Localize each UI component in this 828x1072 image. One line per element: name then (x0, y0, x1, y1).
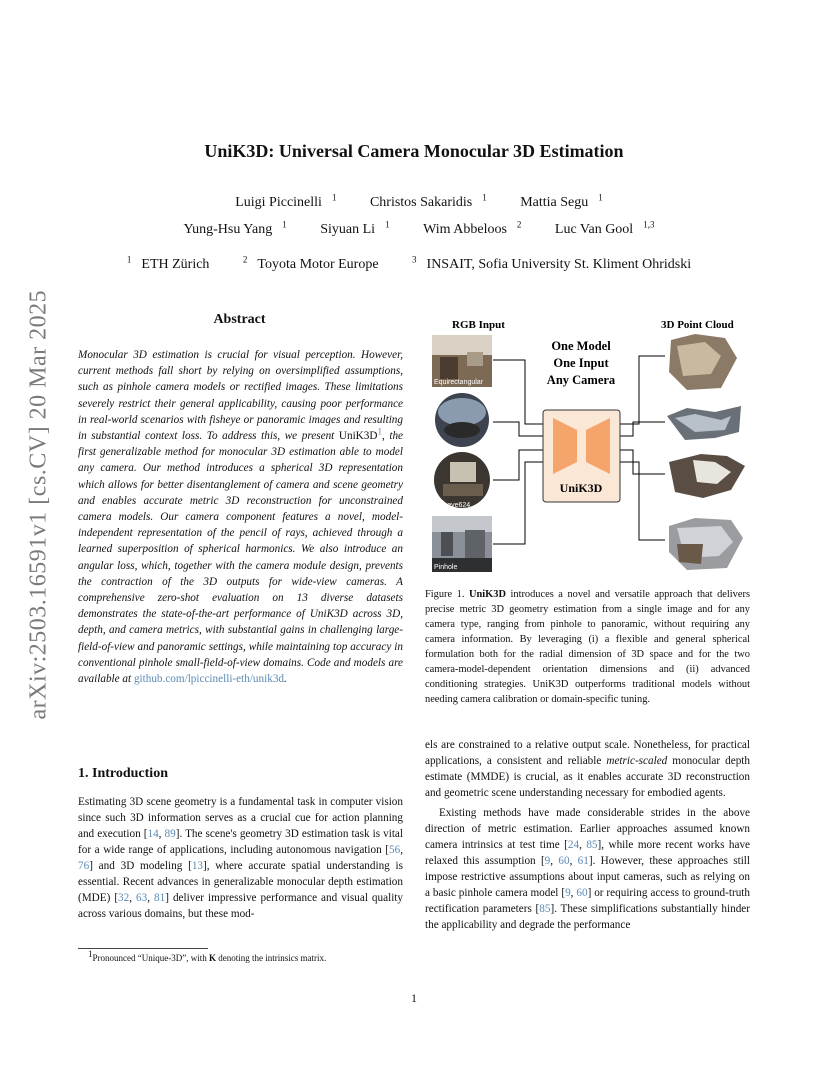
author: Luigi Piccinelli $^1$ (235, 192, 337, 210)
citation[interactable]: 13 (191, 860, 203, 872)
point-cloud-1 (669, 334, 737, 390)
citation[interactable]: 89 (164, 828, 176, 840)
code-link[interactable]: github.com/lpiccinelli-eth/unik3d (133, 673, 285, 686)
abstract-heading: Abstract (213, 312, 266, 327)
citation[interactable]: 24 (567, 839, 580, 851)
author: Christos Sakaridis $^1$ (369, 192, 487, 210)
citation[interactable]: 63 (136, 892, 148, 904)
svg-text:Mei: Mei (434, 444, 446, 451)
arxiv-stamp: arXiv:2503.16591v1 [cs.CV] 20 Mar 2025 (25, 289, 52, 720)
author: Wim Abbeloos $^2$ (423, 219, 522, 237)
tagline-1: One Model (551, 339, 611, 353)
authors-row-2 (0, 219, 828, 238)
citation[interactable]: 85 (539, 903, 551, 915)
model-name: UniK3D (559, 481, 603, 495)
point-cloud-2 (667, 406, 741, 440)
point-cloud-4 (669, 518, 743, 570)
citation[interactable]: 81 (154, 892, 166, 904)
connectors-right (620, 356, 665, 540)
page-number: 1 (411, 991, 417, 1005)
citation[interactable]: 9 (565, 887, 571, 899)
figure-caption: Figure 1. UniK3D introduces a novel and versatile approach that delivers precise metric 3D geometry estimation from a single image and for any camera type, ranging from pinhole to panoramic, without requiring any camera information. By leveraging (i) a flexible and general spherical formulation both for the radial dimension of 3D space and for the two camera-model-dependent orientation dimensions and (ii) advanced conditioning strategies. UniK3D outperforms traditional models without needing camera calibration or domain-specific tuning. (425, 589, 750, 705)
figure-diagram (425, 312, 751, 582)
tagline-3: Any Camera (546, 373, 616, 387)
affiliations (0, 254, 828, 273)
thumb-fisheye624 (432, 452, 492, 510)
citation[interactable]: 60 (576, 887, 588, 899)
abstract-text: Monocular 3D estimation is crucial for visual perception. However, current methods fall short by relying on oversimplified assumptions, such as pinhole camera models or rectified images. These limitations severely restrict their general applicability, causing poor performance in real-world scenarios with fisheye or panoramic images and resulting in substantial context loss. To address this, we present $UniK3D^1$, the first generalizable method for monocular 3D estimation able to model any camera. Our method introduces a spherical 3D representation which allows for better disentanglement of camera and scene geometry and enables accurate metric 3D reconstruction for unconstrained camera models. Our camera component features a novel, model-independent representation of the pencil of rays, achieved through a learned superposition of spherical harmonics. We also introduce an angular loss, which, together with the camera module design, prevents the contraction of the 3D outputs for wide-view cameras. A comprehensive zero-shot evaluation on 13 diverse datasets demonstrates the state-of-the-art performance of UniK3D across 3D, depth, and camera metrics, with substantial gains in challenging large-field-of-view and panoramic settings, while maintaining top accuracy in conventional pinhole small-field-of-view domains. Code and models are available at github.com/lpiccinelli-eth/unik3d. (78, 349, 404, 686)
citation[interactable]: 61 (577, 855, 589, 867)
thumb-pinhole (432, 516, 492, 572)
author: Yung-Hsu Yang $^1$ (183, 219, 287, 237)
connectors-left (493, 360, 543, 544)
svg-text:Pinhole: Pinhole (434, 564, 458, 571)
figure-1 (425, 312, 751, 582)
label-point-cloud: 3D Point Cloud (661, 319, 734, 331)
citation[interactable]: 85 (586, 839, 598, 851)
thumb-mei (432, 393, 492, 452)
footnote-rule (78, 948, 208, 949)
paper-title: UniK3D: Universal Camera Monocular 3D Estimation (204, 141, 624, 161)
citation[interactable]: 76 (78, 860, 90, 872)
affiliation: $^3$ INSAIT, Sofia University St. Kliment Ohridski (412, 254, 692, 272)
paragraph: Existing methods have made considerable strides in the above direction of metric estimation. Earlier approaches assumed known camera intrinsics at test time [24, 85], while more recent works have relaxed this assumption [9, 60, 61]. However, these approaches still impose restrictive assumptions about input cameras, such as relying on a basic pinhole camera model [9, 60] or requiring access to ground-truth rectification parameters [85]. These simplifications substantially hinder the applicability and degrade the performance (425, 807, 751, 931)
label-rgb-input: RGB Input (452, 319, 505, 331)
svg-text:Fisheye624: Fisheye624 (434, 502, 471, 509)
point-cloud-3 (669, 454, 745, 498)
footnote: $^1$Pronounced “Unique-3D”, with K denoting the intrinsics matrix. (88, 949, 327, 963)
paragraph: els are constrained to a relative output scale. Nonetheless, for practical applications, a consistent and reliable metric-scaled monocular depth estimate (MMDE) is crucial, as it enables accurate 3D reconstruction and geometric scene understanding necessary for embodied agents. (425, 739, 751, 799)
thumb-equirectangular (432, 335, 492, 387)
citation[interactable]: 14 (147, 828, 159, 840)
citation[interactable]: 9 (544, 855, 551, 867)
citation[interactable]: 60 (558, 855, 570, 867)
affiliation: $^1$ ETH Zürich (126, 254, 210, 272)
intro-paragraph-right (425, 737, 750, 933)
svg-text:Equirectangular: Equirectangular (434, 379, 484, 386)
intro-paragraph: Estimating 3D scene geometry is a fundamental task in computer vision since such 3D information serves as a crucial cue for action planning and execution [14, 89]. The scene's geometry 3D estimation task is vital for a wide range of applications, including autonomous navigation [56, 76] and 3D modeling [13], where accurate spatial understanding is essential. Recent advances in generalizable monocular depth estimation (MDE) [32, 63, 81] deliver impressive performance and visual quality across various domains, but these mod- (78, 796, 404, 920)
citation[interactable]: 56 (389, 844, 401, 856)
author: Luc Van Gool $^{1,3}$ (554, 219, 655, 237)
tagline-2: One Input (553, 356, 609, 370)
author: Siyuan Li $^1$ (320, 219, 390, 237)
citation[interactable]: 32 (118, 892, 130, 904)
authors-row-1 (0, 192, 828, 211)
affiliation: $^2$ Toyota Motor Europe (242, 254, 379, 272)
section-heading: 1. Introduction (78, 766, 168, 781)
author: Mattia Segu $^1$ (520, 192, 603, 210)
